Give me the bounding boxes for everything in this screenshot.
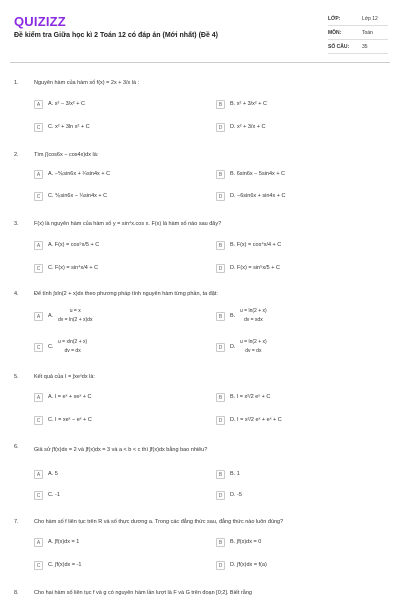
option-text: B. I = x²/2 eˣ + C bbox=[230, 394, 271, 400]
meta-value: Toán bbox=[362, 30, 373, 36]
option-a[interactable] bbox=[34, 538, 204, 550]
option-letter: C bbox=[34, 123, 43, 132]
option-letter: B bbox=[216, 312, 225, 321]
option-b[interactable] bbox=[216, 170, 386, 182]
option-letter: A bbox=[34, 170, 43, 179]
option-text: D. I = x²/2 eˣ + eˣ + C bbox=[230, 417, 282, 423]
question-text: Kết quả của I = ∫xeˣdx là: bbox=[34, 374, 95, 380]
meta-row-subject bbox=[328, 26, 388, 40]
formula-line: dv = dx bbox=[64, 348, 81, 354]
option-text: A. bbox=[48, 313, 54, 319]
option-text: A. −⅙sin6x + ¼sin4x + C bbox=[48, 171, 111, 177]
option-letter: D bbox=[216, 123, 225, 132]
question-number: 2. bbox=[14, 152, 19, 158]
option-b[interactable] bbox=[216, 393, 386, 405]
option-d[interactable] bbox=[216, 192, 386, 204]
question-text: F(x) là nguyên hàm của hàm số y = sin⁴x.cos x. F(x) là hàm số nào sau đây? bbox=[34, 221, 222, 227]
formula-line: u = xln(2 + x) bbox=[58, 339, 88, 345]
option-c[interactable] bbox=[34, 123, 204, 135]
option-letter: D bbox=[216, 561, 225, 570]
option-text: A. I = eˣ + xeˣ + C bbox=[48, 394, 92, 400]
option-letter: B bbox=[216, 470, 225, 479]
meta-row-grade bbox=[328, 12, 388, 26]
option-text: B. bbox=[230, 313, 236, 319]
option-letter: C bbox=[34, 561, 43, 570]
question-text: Cho hai hàm số liên tục f và g có nguyên hàm lần lượt là F và G trên đoạn [0;2]. Biết rằng bbox=[34, 590, 252, 596]
option-b[interactable] bbox=[216, 470, 386, 482]
question-number: 6. bbox=[14, 444, 19, 450]
option-formula bbox=[240, 307, 267, 325]
option-d[interactable] bbox=[216, 338, 386, 358]
formula-line: u = ln(2 + x) bbox=[240, 308, 267, 314]
question-text: Tìm ∫(cos6x − cos4x)dx là: bbox=[34, 152, 99, 158]
option-text: A. x² − 3/x² + C bbox=[48, 101, 85, 107]
option-letter: C bbox=[34, 192, 43, 201]
option-a[interactable] bbox=[34, 170, 204, 182]
option-text: B. F(x) = cos⁴x/4 + C bbox=[230, 242, 282, 248]
option-c[interactable] bbox=[34, 561, 204, 573]
option-text: C. x² + 3ln x² + C bbox=[48, 124, 90, 130]
option-d[interactable] bbox=[216, 264, 386, 276]
meta-row-count bbox=[328, 40, 388, 54]
question-number: 7. bbox=[14, 519, 19, 525]
option-text: A. F(x) = cos⁵x/5 + C bbox=[48, 242, 100, 248]
option-d[interactable] bbox=[216, 123, 386, 135]
meta-value: Lớp 12 bbox=[362, 16, 378, 22]
option-text: C. bbox=[48, 344, 54, 350]
option-formula bbox=[58, 307, 92, 325]
option-letter: A bbox=[34, 393, 43, 402]
option-letter: D bbox=[216, 416, 225, 425]
option-text: C. ∫f(x)dx = -1 bbox=[48, 562, 82, 568]
question-number: 4. bbox=[14, 291, 19, 297]
meta-label: LỚP: bbox=[328, 16, 341, 22]
formula-line: dv = ln(2 + x)dx bbox=[58, 317, 93, 323]
option-letter: D bbox=[216, 491, 225, 500]
option-letter: D bbox=[216, 343, 225, 352]
option-letter: A bbox=[34, 470, 43, 479]
option-letter: B bbox=[216, 170, 225, 179]
option-c[interactable] bbox=[34, 264, 204, 276]
option-text: D. −6sin6x + sin4x + C bbox=[230, 193, 286, 199]
question-text: Giả sử ∫f(x)dx = 2 và ∫f(x)dx = 3 và a < b < c thì ∫f(x)dx bằng bao nhiêu? bbox=[34, 447, 208, 453]
question-number: 1. bbox=[14, 80, 19, 86]
option-text: C. ⅙sin6x − ¼sin4x + C bbox=[48, 193, 108, 199]
option-c[interactable] bbox=[34, 416, 204, 428]
option-letter: A bbox=[34, 241, 43, 250]
question-text: Để tính ∫xln(2 + x)dx theo phương pháp tính nguyên hàm từng phần, ta đặt: bbox=[34, 291, 218, 297]
option-text: B. x² + 3/x² + C bbox=[230, 101, 267, 107]
option-a[interactable] bbox=[34, 393, 204, 405]
option-letter: D bbox=[216, 264, 225, 273]
option-letter: C bbox=[34, 264, 43, 273]
option-text: D. ∫f(x)dx = f(a) bbox=[230, 562, 267, 568]
meta-label: MÔN: bbox=[328, 30, 342, 36]
option-letter: A bbox=[34, 100, 43, 109]
option-letter: B bbox=[216, 100, 225, 109]
formula-line: u = x bbox=[69, 308, 81, 314]
question-text: Cho hàm số f liên tục trên R và số thực dương a. Trong các đẳng thức sau, đẳng thức nào luôn đúng? bbox=[34, 519, 284, 525]
option-text: C. -1 bbox=[48, 492, 60, 498]
formula-line: dv = dx bbox=[245, 348, 262, 354]
option-text: B. 6sin6x − 5sin4x + C bbox=[230, 171, 286, 177]
option-text: C. F(x) = sin⁴x/4 + C bbox=[48, 265, 99, 271]
quizizz-logo: QUIZIZZ bbox=[14, 14, 66, 29]
option-formula bbox=[240, 338, 267, 356]
option-b[interactable] bbox=[216, 307, 386, 327]
option-letter: B bbox=[216, 241, 225, 250]
option-text: B. 1 bbox=[230, 471, 240, 477]
meta-value: 35 bbox=[362, 44, 368, 50]
option-b[interactable] bbox=[216, 241, 386, 253]
option-d[interactable] bbox=[216, 561, 386, 573]
option-a[interactable] bbox=[34, 241, 204, 253]
option-text: D. x² + 3/x + C bbox=[230, 124, 266, 130]
question-number: 5. bbox=[14, 374, 19, 380]
option-letter: C bbox=[34, 491, 43, 500]
question-number: 3. bbox=[14, 221, 19, 227]
option-a[interactable] bbox=[34, 100, 204, 112]
option-text: B. ∫f(x)dx = 0 bbox=[230, 539, 262, 545]
option-text: A. 5 bbox=[48, 471, 58, 477]
option-c[interactable] bbox=[34, 338, 204, 358]
option-text: A. ∫f(x)dx = 1 bbox=[48, 539, 80, 545]
page-title: Đề kiểm tra Giữa học kì 2 Toán 12 có đáp án (Mới nhất) (Đề 4) bbox=[14, 32, 219, 39]
option-a[interactable] bbox=[34, 470, 204, 482]
meta-panel bbox=[328, 12, 388, 54]
option-letter: A bbox=[34, 538, 43, 547]
question-text: Nguyên hàm của hàm số f(x) = 2x + 3/x là : bbox=[34, 80, 140, 86]
option-c[interactable] bbox=[34, 491, 204, 503]
option-a[interactable] bbox=[34, 307, 204, 327]
option-d[interactable] bbox=[216, 491, 386, 503]
option-text: C. I = xeˣ − eˣ + C bbox=[48, 417, 92, 423]
option-text: D. -5 bbox=[230, 492, 242, 498]
option-letter: B bbox=[216, 538, 225, 547]
option-d[interactable] bbox=[216, 416, 386, 428]
page-header bbox=[0, 0, 400, 62]
option-letter: B bbox=[216, 393, 225, 402]
option-text: D. bbox=[230, 344, 236, 350]
option-letter: D bbox=[216, 192, 225, 201]
option-text: D. F(x) = sin⁵x/5 + C bbox=[230, 265, 280, 271]
option-c[interactable] bbox=[34, 192, 204, 204]
formula-line: u = ln(2 + x) bbox=[240, 339, 267, 345]
option-letter: A bbox=[34, 312, 43, 321]
question-number: 8. bbox=[14, 590, 19, 596]
option-formula bbox=[58, 338, 87, 356]
option-letter: C bbox=[34, 343, 43, 352]
header-divider bbox=[10, 62, 390, 63]
meta-label: SỐ CÂU: bbox=[328, 44, 350, 50]
option-b[interactable] bbox=[216, 100, 386, 112]
option-b[interactable] bbox=[216, 538, 386, 550]
option-letter: C bbox=[34, 416, 43, 425]
formula-line: dv = xdx bbox=[243, 317, 263, 323]
